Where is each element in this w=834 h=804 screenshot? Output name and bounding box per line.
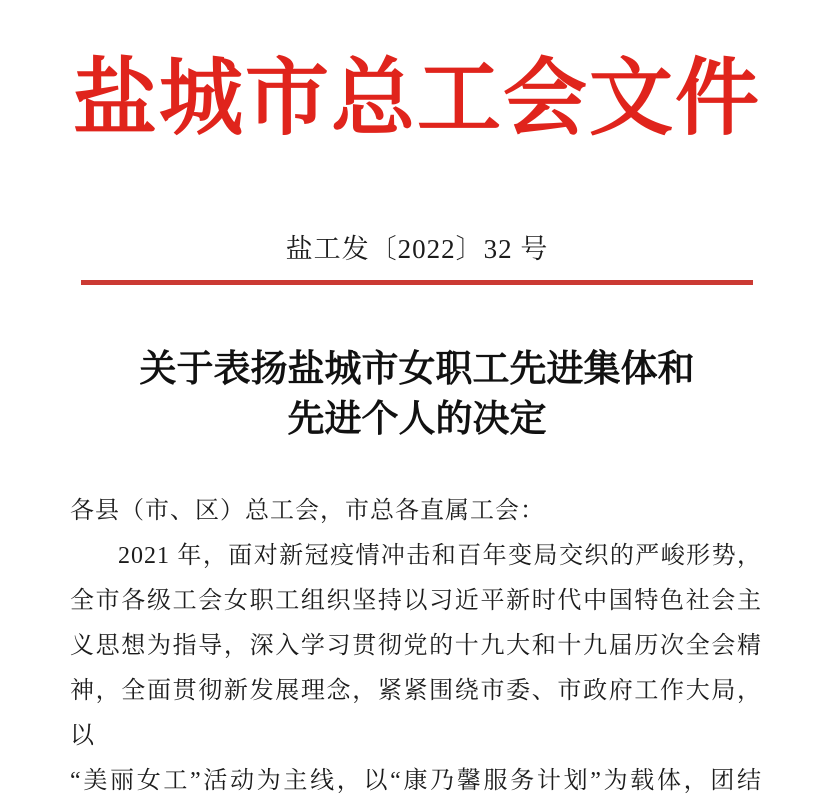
red-divider-line — [81, 280, 753, 285]
salutation-line: 各县（市、区）总工会，市总各直属工会： — [70, 498, 545, 525]
document-title-line2: 先进个人的决定 — [287, 399, 547, 441]
document-title — [0, 345, 834, 445]
paragraph-line: 义思想为指导，深入学习贯彻党的十九大和十九届历次全会精 — [70, 633, 762, 660]
paragraph-line: “美丽女工”活动为主线，以“康乃馨服务计划”为载体，团结 — [70, 768, 762, 795]
document-number: 盐工发〔2022〕32 号 — [285, 234, 549, 265]
paragraph-line: 全市各级工会女职工组织坚持以习近平新时代中国特色社会主 — [70, 588, 762, 615]
paragraph-line: 神，全面贯彻新发展理念，紧紧围绕市委、市政府工作大局，以 — [70, 678, 762, 750]
body-paragraph — [70, 534, 762, 804]
document-body — [0, 489, 834, 804]
document-title-line1: 关于表扬盐城市女职工先进集体和 — [139, 349, 695, 391]
paragraph-line: 2021 年，面对新冠疫情冲击和百年变局交织的严峻形势， — [118, 543, 762, 570]
document-header-title: 盐城市总工会文件 — [72, 53, 761, 146]
